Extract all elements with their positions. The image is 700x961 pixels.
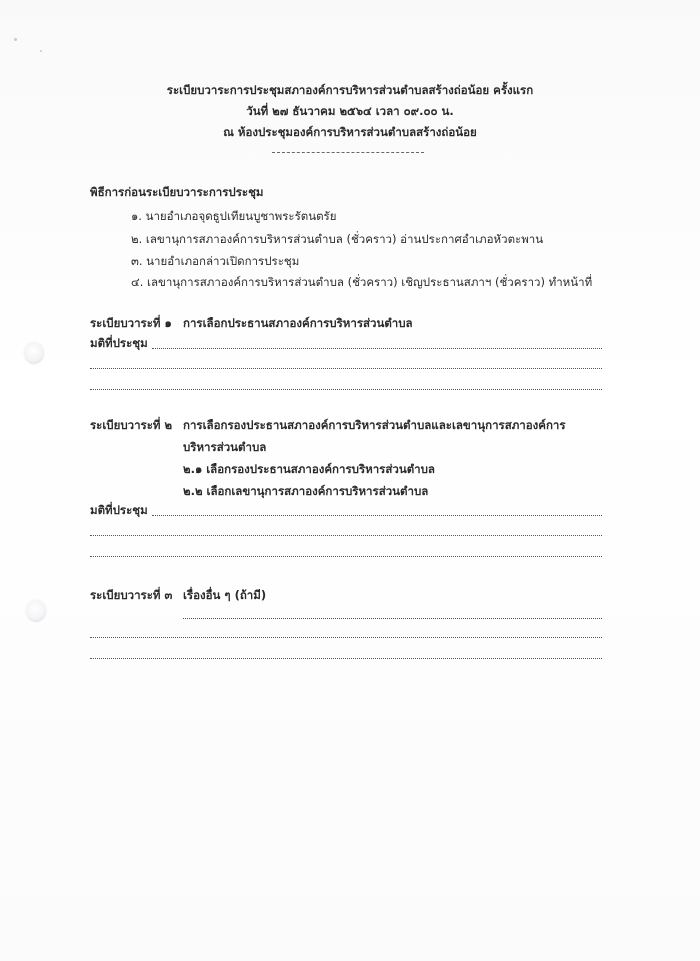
ceremony-item: ๓. นายอำเภอกล่าวเปิดการประชุม: [131, 254, 300, 268]
ceremony-item: ๔. เลขานุการสภาองค์การบริหารส่วนตำบล (ชั่วคราว) เชิญประธานสภาฯ (ชั่วคราว) ทำหน้าที่: [131, 275, 593, 289]
fill-in-line: [90, 368, 602, 369]
fill-in-line: [90, 389, 602, 390]
agenda-2-subitem: ๒.๒ เลือกเลขานุการสภาองค์การบริหารส่วนตำบล: [183, 484, 429, 498]
agenda-3-label: ระเบียบวาระที่ ๓: [90, 588, 173, 602]
ceremony-item: ๒. เลขานุการสภาองค์การบริหารส่วนตำบล (ชั่วคราว) อ่านประกาศอำเภอหัวตะพาน: [131, 232, 544, 246]
fill-in-line: [90, 658, 602, 659]
punch-hole: [24, 342, 44, 364]
agenda-2-title-cont: บริหารส่วนตำบล: [183, 440, 267, 454]
fill-in-line: [183, 618, 602, 619]
header-divider: [272, 152, 424, 153]
fill-in-line: [90, 556, 602, 557]
fill-in-line: [152, 515, 602, 516]
meeting-title: ระเบียบวาระการประชุมสภาองค์การบริหารส่วนตำบลสร้างถ่อน้อย ครั้งแรก: [166, 83, 534, 97]
fill-in-line: [90, 637, 602, 638]
agenda-2-resolution-label: มติที่ประชุม: [90, 503, 148, 517]
paper-speck: [40, 50, 42, 52]
ceremony-item: ๑. นายอำเภอจุดธูปเทียนบูชาพระรัตนตรัย: [131, 209, 337, 223]
agenda-1-label: ระเบียบวาระที่ ๑: [90, 316, 172, 330]
punch-hole: [26, 600, 46, 622]
fill-in-line: [90, 535, 602, 536]
paper-speck: [14, 38, 17, 41]
meeting-date: วันที่ ๒๗ ธันวาคม ๒๕๖๔ เวลา ๐๙.๐๐ น.: [246, 104, 454, 118]
meeting-location: ณ ห้องประชุมองค์การบริหารส่วนตำบลสร้างถ่อน้อย: [223, 125, 477, 139]
agenda-2-title: การเลือกรองประธานสภาองค์การบริหารส่วนตำบลและเลขานุการสภาองค์การ: [183, 418, 566, 432]
ceremony-heading: พิธีการก่อนระเบียบวาระการประชุม: [90, 185, 264, 199]
agenda-1-title: การเลือกประธานสภาองค์การบริหารส่วนตำบล: [183, 316, 413, 330]
agenda-1-resolution-label: มติที่ประชุม: [90, 336, 148, 350]
agenda-3-title: เรื่องอื่น ๆ (ถ้ามี): [183, 588, 267, 602]
agenda-2-subitem: ๒.๑ เลือกรองประธานสภาองค์การบริหารส่วนตำบล: [183, 462, 435, 476]
agenda-2-label: ระเบียบวาระที่ ๒: [90, 418, 173, 432]
fill-in-line: [152, 348, 602, 349]
